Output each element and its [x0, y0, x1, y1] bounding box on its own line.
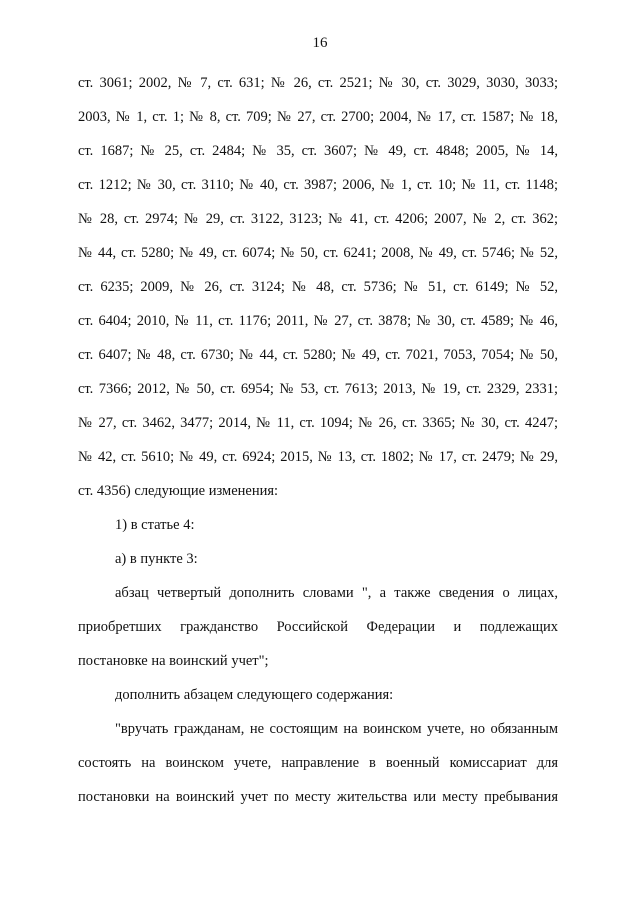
- text-line: ст. 3061; 2002, № 7, ст. 631; № 26, ст. 2521; № 30, ст. 3029, 3030, 3033;: [78, 75, 558, 91]
- text-line: состоять на воинском учете, направление в военный комиссариат для: [78, 755, 558, 771]
- text-line: приобретших гражданство Российской Федерации и подлежащих: [78, 619, 558, 635]
- text-line: № 27, ст. 3462, 3477; 2014, № 11, ст. 1094; № 26, ст. 3365; № 30, ст. 4247;: [78, 415, 558, 431]
- text-line: № 44, ст. 5280; № 49, ст. 6074; № 50, ст. 6241; 2008, № 49, ст. 5746; № 52,: [78, 245, 558, 261]
- text-line: 2003, № 1, ст. 1; № 8, ст. 709; № 27, ст. 2700; 2004, № 17, ст. 1587; № 18,: [78, 109, 558, 125]
- text-line: ст. 6235; 2009, № 26, ст. 3124; № 48, ст. 5736; № 51, ст. 6149; № 52,: [78, 279, 558, 295]
- text-line: № 42, ст. 5610; № 49, ст. 6924; 2015, № 13, ст. 1802; № 17, ст. 2479; № 29,: [78, 449, 558, 465]
- paragraph-first-line: "вручать гражданам, не состоящим на воинском учете, но обязанным: [115, 721, 558, 737]
- text-line: № 28, ст. 2974; № 29, ст. 3122, 3123; № 41, ст. 4206; 2007, № 2, ст. 362;: [78, 211, 558, 227]
- list-item-heading: 1) в статье 4:: [115, 517, 195, 533]
- paragraph-first-line: абзац четвертый дополнить словами ", а также сведения о лицах,: [115, 585, 558, 601]
- text-line: ст. 1212; № 30, ст. 3110; № 40, ст. 3987; 2006, № 1, ст. 10; № 11, ст. 1148;: [78, 177, 558, 193]
- text-line: ст. 6404; 2010, № 11, ст. 1176; 2011, № 27, ст. 3878; № 30, ст. 4589; № 46,: [78, 313, 558, 329]
- text-line: постановке на воинский учет";: [78, 653, 269, 669]
- text-line: ст. 6407; № 48, ст. 6730; № 44, ст. 5280; № 49, ст. 7021, 7053, 7054; № 50,: [78, 347, 558, 363]
- page-number: 16: [312, 35, 328, 51]
- text-line: постановки на воинский учет по месту жительства или месту пребывания: [78, 789, 558, 805]
- text-line: ст. 4356) следующие изменения:: [78, 483, 279, 499]
- text-line: ст. 7366; 2012, № 50, ст. 6954; № 53, ст. 7613; 2013, № 19, ст. 2329, 2331;: [78, 381, 558, 397]
- paragraph-first-line: дополнить абзацем следующего содержания:: [115, 687, 394, 703]
- text-line: ст. 1687; № 25, ст. 2484; № 35, ст. 3607; № 49, ст. 4848; 2005, № 14,: [78, 143, 558, 159]
- list-item-heading: а) в пункте 3:: [115, 551, 198, 567]
